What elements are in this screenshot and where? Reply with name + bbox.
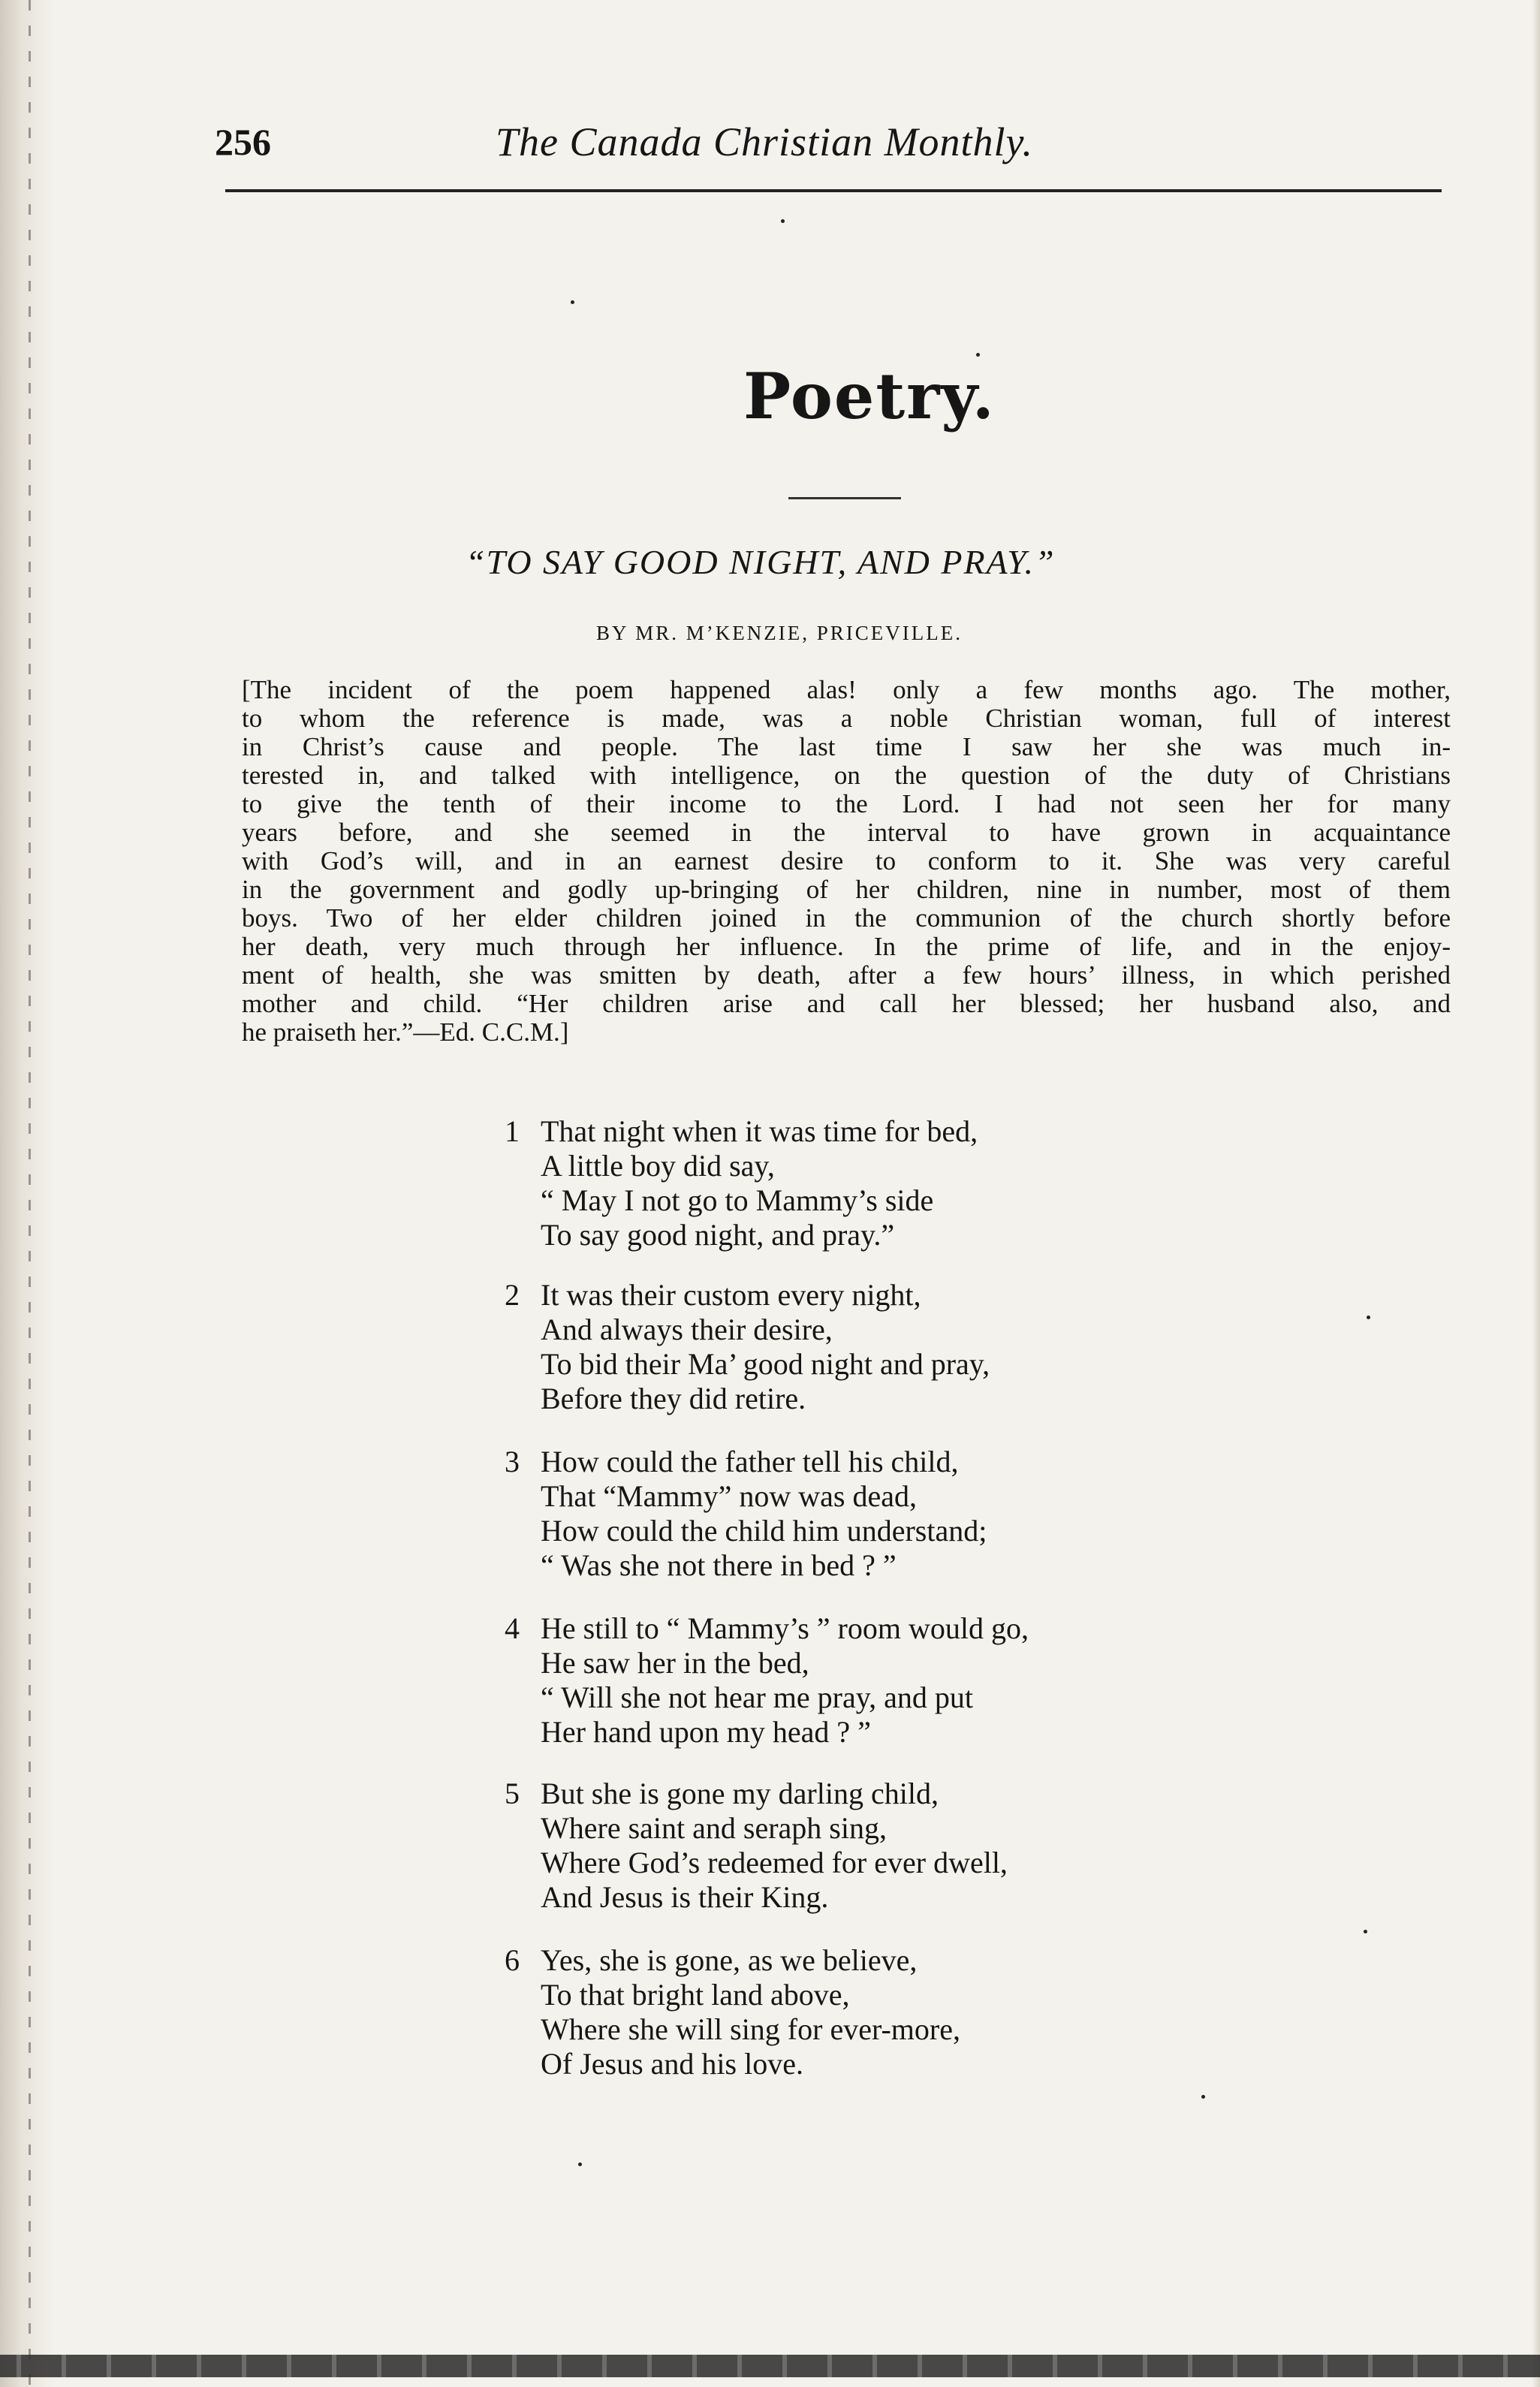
- scan-speck: [1201, 2095, 1205, 2099]
- stanza: [505, 1445, 987, 1583]
- note-line: mother and child. “Her children arise and call her blessed; her husband also, and: [242, 990, 1451, 1018]
- verse-text: It was their custom every night,: [541, 1278, 921, 1312]
- verse-text: That night when it was time for bed,: [541, 1114, 978, 1148]
- scan-speck: [578, 2162, 582, 2166]
- verse-line: And always their desire,: [541, 1313, 833, 1346]
- note-line: to give the tenth of their income to the Lord. I had not seen her for many: [242, 790, 1451, 818]
- verse-line: [505, 1445, 987, 1479]
- verse-text: How could the father tell his child,: [541, 1445, 959, 1478]
- binding-shadow: [0, 0, 53, 2387]
- verse-line: To bid their Ma’ good night and pray,: [541, 1347, 990, 1381]
- scan-speck: [1364, 1930, 1367, 1933]
- scan-speck: [976, 353, 980, 357]
- verse-line: Before they did retire.: [541, 1382, 806, 1415]
- stanza: [505, 1943, 960, 2081]
- verse-line: A little boy did say,: [541, 1149, 775, 1183]
- stanza-number: 3: [505, 1445, 520, 1478]
- verse-line: Her hand upon my head ? ”: [541, 1715, 871, 1749]
- scan-speck: [571, 300, 574, 304]
- note-line: to whom the reference is made, was a noble Christian woman, full of interest: [242, 704, 1451, 733]
- stanza: [505, 1278, 990, 1416]
- verse-line: [505, 1777, 1008, 1811]
- verse-line: [505, 1611, 1029, 1646]
- section-title: Poetry.: [743, 359, 996, 433]
- stanza-number: 2: [505, 1278, 520, 1312]
- verse-line: Of Jesus and his love.: [541, 2047, 803, 2081]
- stanza: [505, 1777, 1008, 1915]
- editorial-note: [242, 676, 1451, 1047]
- verse-line: How could the child him understand;: [541, 1514, 987, 1548]
- stanza-number: 6: [505, 1943, 520, 1977]
- note-line: in Christ’s cause and people. The last time I saw her she was much in-: [242, 733, 1451, 761]
- stanza-number: 4: [505, 1611, 520, 1645]
- scan-speck: [781, 219, 785, 223]
- verse-line: [505, 1278, 990, 1313]
- verse-line: [505, 1114, 978, 1149]
- page-number: 256: [215, 121, 271, 163]
- note-line: boys. Two of her elder children joined in the communion of the church shortly before: [242, 904, 1451, 933]
- verse-line: [505, 1943, 960, 1978]
- verse-text: But she is gone my darling child,: [541, 1777, 939, 1810]
- verse-line: “ May I not go to Mammy’s side: [541, 1183, 934, 1217]
- verse-line: To say good night, and pray.”: [541, 1218, 895, 1252]
- verse-line: Where she will sing for ever-more,: [541, 2012, 960, 2046]
- verse-line: “ Will she not hear me pray, and put: [541, 1680, 973, 1714]
- verse-line: That “Mammy” now was dead,: [541, 1479, 917, 1513]
- note-line: with God’s will, and in an earnest desire to conform to it. She was very careful: [242, 847, 1451, 876]
- stanza-number: 1: [505, 1114, 520, 1148]
- section-divider: [788, 497, 901, 499]
- verse-line: Where saint and seraph sing,: [541, 1811, 887, 1845]
- note-line: ment of health, she was smitten by death, after a few hours’ illness, in which perished: [242, 961, 1451, 990]
- verse-line: To that bright land above,: [541, 1978, 850, 2012]
- header-rule: [225, 189, 1442, 192]
- note-line: [The incident of the poem happened alas! only a few months ago. The mother,: [242, 676, 1451, 704]
- note-line: terested in, and talked with intelligence, on the question of the duty of Christians: [242, 761, 1451, 790]
- scan-speck: [1367, 1316, 1370, 1319]
- stanza: [505, 1114, 978, 1252]
- verse-line: He saw her in the bed,: [541, 1646, 809, 1680]
- verse-line: “ Was she not there in bed ? ”: [541, 1548, 897, 1582]
- scan-border: [0, 2355, 1540, 2377]
- running-title: The Canada Christian Monthly.: [496, 119, 1034, 164]
- verse-text: Yes, she is gone, as we believe,: [541, 1943, 918, 1977]
- verse-line: Where God’s redeemed for ever dwell,: [541, 1846, 1008, 1879]
- page-edge: [1532, 0, 1540, 2387]
- verse-text: He still to “ Mammy’s ” room would go,: [541, 1611, 1029, 1645]
- note-line: in the government and godly up-bringing of her children, nine in number, most of them: [242, 876, 1451, 904]
- note-line: years before, and she seemed in the interval to have grown in acquaintance: [242, 818, 1451, 847]
- stanza: [505, 1611, 1029, 1750]
- stanza-number: 5: [505, 1777, 520, 1810]
- poem-byline: BY MR. M’KENZIE, PRICEVILLE.: [596, 622, 963, 644]
- note-line: he praiseth her.”—Ed. C.C.M.]: [242, 1018, 569, 1047]
- verse-line: And Jesus is their King.: [541, 1880, 829, 1914]
- poem-title: “TO SAY GOOD NIGHT, AND PRAY.”: [466, 543, 1056, 581]
- note-line: her death, very much through her influence. In the prime of life, and in the enjoy-: [242, 933, 1451, 961]
